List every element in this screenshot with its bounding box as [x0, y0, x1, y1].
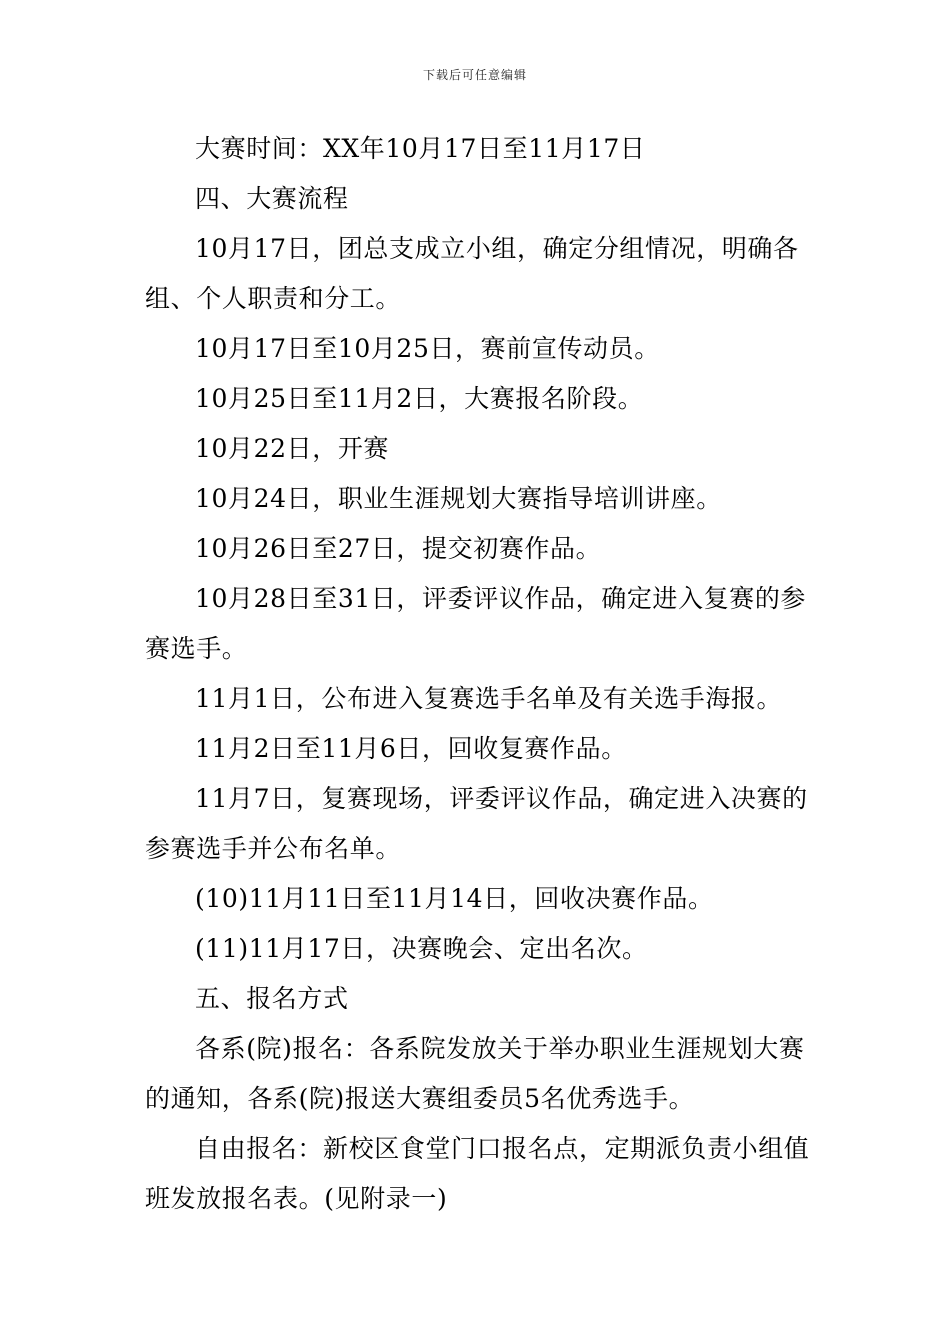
paragraph: 自由报名：新校区食堂门口报名点，定期派负责小组值班发放报名表。(见附录一) — [145, 1134, 810, 1213]
paragraph: 10月25日至11月2日，大赛报名阶段。 — [195, 384, 644, 413]
paragraph: 11月1日，公布进入复赛选手名单及有关选手海报。 — [195, 684, 783, 713]
paragraph: 大赛时间：XX年10月17日至11月17日 — [195, 134, 646, 163]
paragraph: 10月28日至31日，评委评议作品，确定进入复赛的参赛选手。 — [145, 584, 807, 663]
document-body — [145, 124, 810, 1224]
paragraph: 11月7日，复赛现场，评委评议作品，确定进入决赛的参赛选手并公布名单。 — [145, 784, 808, 863]
paragraph: 10月24日，职业生涯规划大赛指导培训讲座。 — [195, 484, 722, 513]
section-heading: 五、报名方式 — [195, 984, 349, 1013]
paragraph: (11)11月17日，决赛晚会、定出名次。 — [195, 934, 648, 963]
paragraph: (10)11月11日至11月14日，回收决赛作品。 — [195, 884, 714, 913]
section-heading: 四、大赛流程 — [195, 184, 349, 213]
paragraph: 10月17日，团总支成立小组，确定分组情况，明确各组、个人职责和分工。 — [145, 234, 799, 313]
paragraph: 10月26日至27日，提交初赛作品。 — [195, 534, 602, 563]
paragraph: 11月2日至11月6日，回收复赛作品。 — [195, 734, 627, 763]
paragraph: 10月22日，开赛 — [195, 434, 390, 463]
page-header: 下载后可任意编辑 — [422, 68, 527, 82]
paragraph: 10月17日至10月25日，赛前宣传动员。 — [195, 334, 660, 363]
paragraph: 各系(院)报名：各系院发放关于举办职业生涯规划大赛的通知，各系(院)报送大赛组委员5名优秀选手。 — [145, 1034, 805, 1113]
